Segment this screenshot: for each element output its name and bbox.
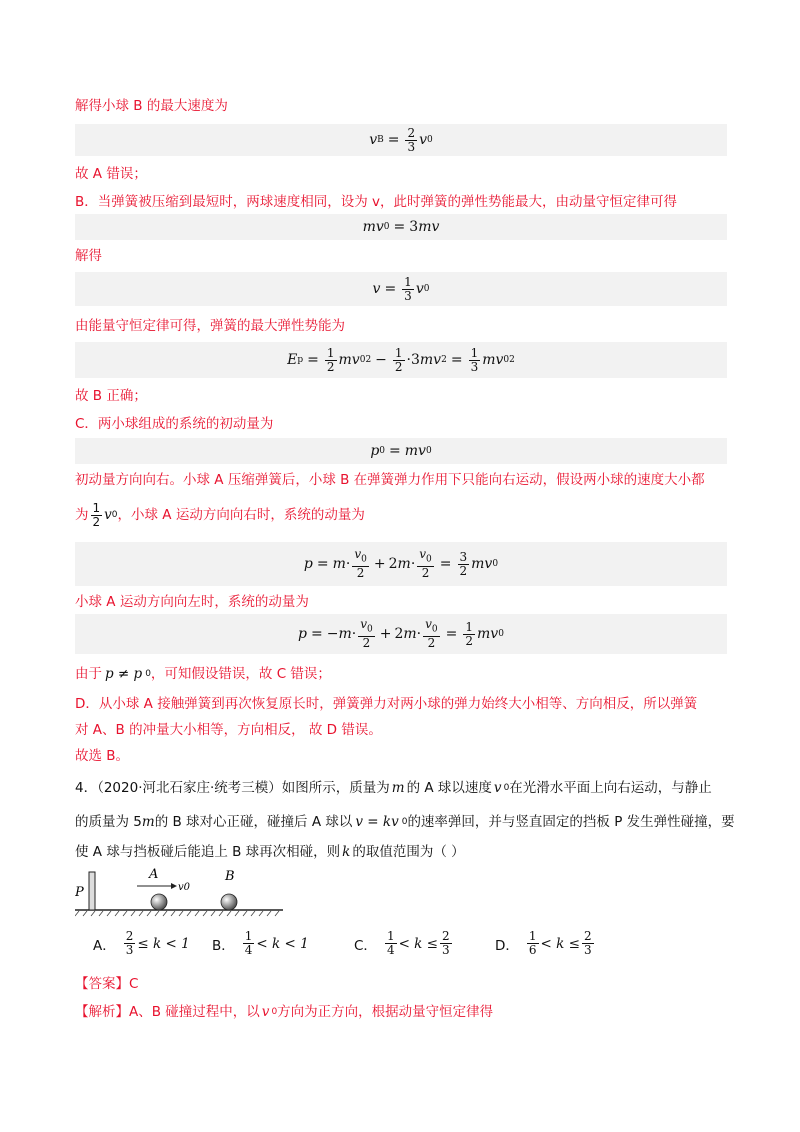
equation-box-ep: E p = $\frac{1}{2}$ mv 0 2 − $\frac{1}{2}$ ·3 mv 2 = $\frac{1}{3}$ mv 0 2 <box>75 342 727 378</box>
text-line: 初动量方向向右。小球 A 压缩弹簧后，小球 B 在弹簧弹力作用下只能向右运动，假设两小球的速度大小都 <box>75 472 705 488</box>
equation-box-v: v = $\frac{1}{3}$ v 0 <box>75 272 727 306</box>
option-d[interactable]: D． $\frac{1}{6}$ < k ≤ $\frac{2}{3}$ <box>495 929 592 957</box>
text-line: 解得小球 B 的最大速度为 <box>75 98 228 114</box>
text-line: 由能量守恒定律可得，弹簧的最大弹性势能为 <box>75 318 345 334</box>
option-c[interactable]: C． $\frac{1}{4}$ < k ≤ $\frac{2}{3}$ <box>354 929 450 957</box>
text-line: 对 A、B 的冲量大小相等，方向相反， 故 D 错误。 <box>75 722 382 738</box>
option-b[interactable]: B． $\frac{1}{4}$ < k < 1 <box>212 929 309 957</box>
text-line: 解得 <box>75 248 102 264</box>
label-p: P <box>75 885 84 900</box>
arrow-head <box>171 883 177 889</box>
text-line: 为 $\frac{1}{2}$ v 0 ，小球 A 运动方向向右时，系统的动量为 <box>75 500 365 529</box>
text-line: 由于 p ≠ p 0 ，可知假设错误，故 C 错误； <box>75 666 331 682</box>
label-v0: v0 <box>178 882 191 893</box>
barrier-p <box>89 872 95 910</box>
text-line: D．从小球 A 接触弹簧到再次恢复原长时，弹簧弹力对两小球的弹力始终大小相等、方向相反，所以弹簧 <box>75 696 698 712</box>
option-a[interactable]: A． $\frac{2}{3}$ ≤ k < 1 <box>93 929 190 957</box>
ball-b <box>221 894 237 910</box>
equation-box-p-right: p = m · $\frac{v_0}{2}$ + 2 m · $\frac{v_0}{2}$ = $\frac{3}{2}$ mv 0 <box>75 542 727 586</box>
text-line: 故 A 错误； <box>75 166 147 182</box>
question-line: 的质量为 5 m 的 B 球对心正碰，碰撞后 A 球以 v = kv 0 的速率弹回，并与竖直固定的挡板 P 发生弹性碰撞，要 <box>75 814 735 830</box>
equation-box-p0: p 0 = mv 0 <box>75 438 727 464</box>
equation-box-vb: v B = $\frac{2}{3}$ v 0 <box>75 124 727 156</box>
text-line: B．当弹簧被压缩到最短时，两球速度相同，设为 v，此时弹簧的弹性势能最大，由动量守恒定律可得 <box>75 194 678 210</box>
collision-figure <box>75 866 295 922</box>
ball-a <box>151 894 167 910</box>
answer-line: 【答案】C <box>75 976 139 992</box>
text-line: 故 B 正确； <box>75 388 147 404</box>
label-b: B <box>225 869 235 884</box>
question-line: 4．（2020·河北石家庄·统考三模）如图所示，质量为 m 的 A 球以速度 v 0 在光滑水平面上向右运动，与静止 <box>75 780 712 796</box>
question-line: 使 A 球与挡板碰后能追上 B 球再次相碰，则 k 的取值范围为（ ） <box>75 844 465 860</box>
ground-hatching <box>75 911 279 916</box>
equation-box-momentum: mv 0 = 3 mv <box>75 214 727 240</box>
text-line: 小球 A 运动方向向左时，系统的动量为 <box>75 594 309 610</box>
equation-box-p-left: p = − m · $\frac{v_0}{2}$ + 2 m · $\frac{v_0}{2}$ = $\frac{1}{2}$ mv 0 <box>75 614 727 654</box>
analysis-line: 【解析】A、B 碰撞过程中，以 v 0 方向为正方向，根据动量守恒定律得 <box>75 1004 494 1020</box>
text-line: C．两小球组成的系统的初动量为 <box>75 416 274 432</box>
text-line: 故选 B。 <box>75 748 130 764</box>
label-a: A <box>149 867 159 882</box>
